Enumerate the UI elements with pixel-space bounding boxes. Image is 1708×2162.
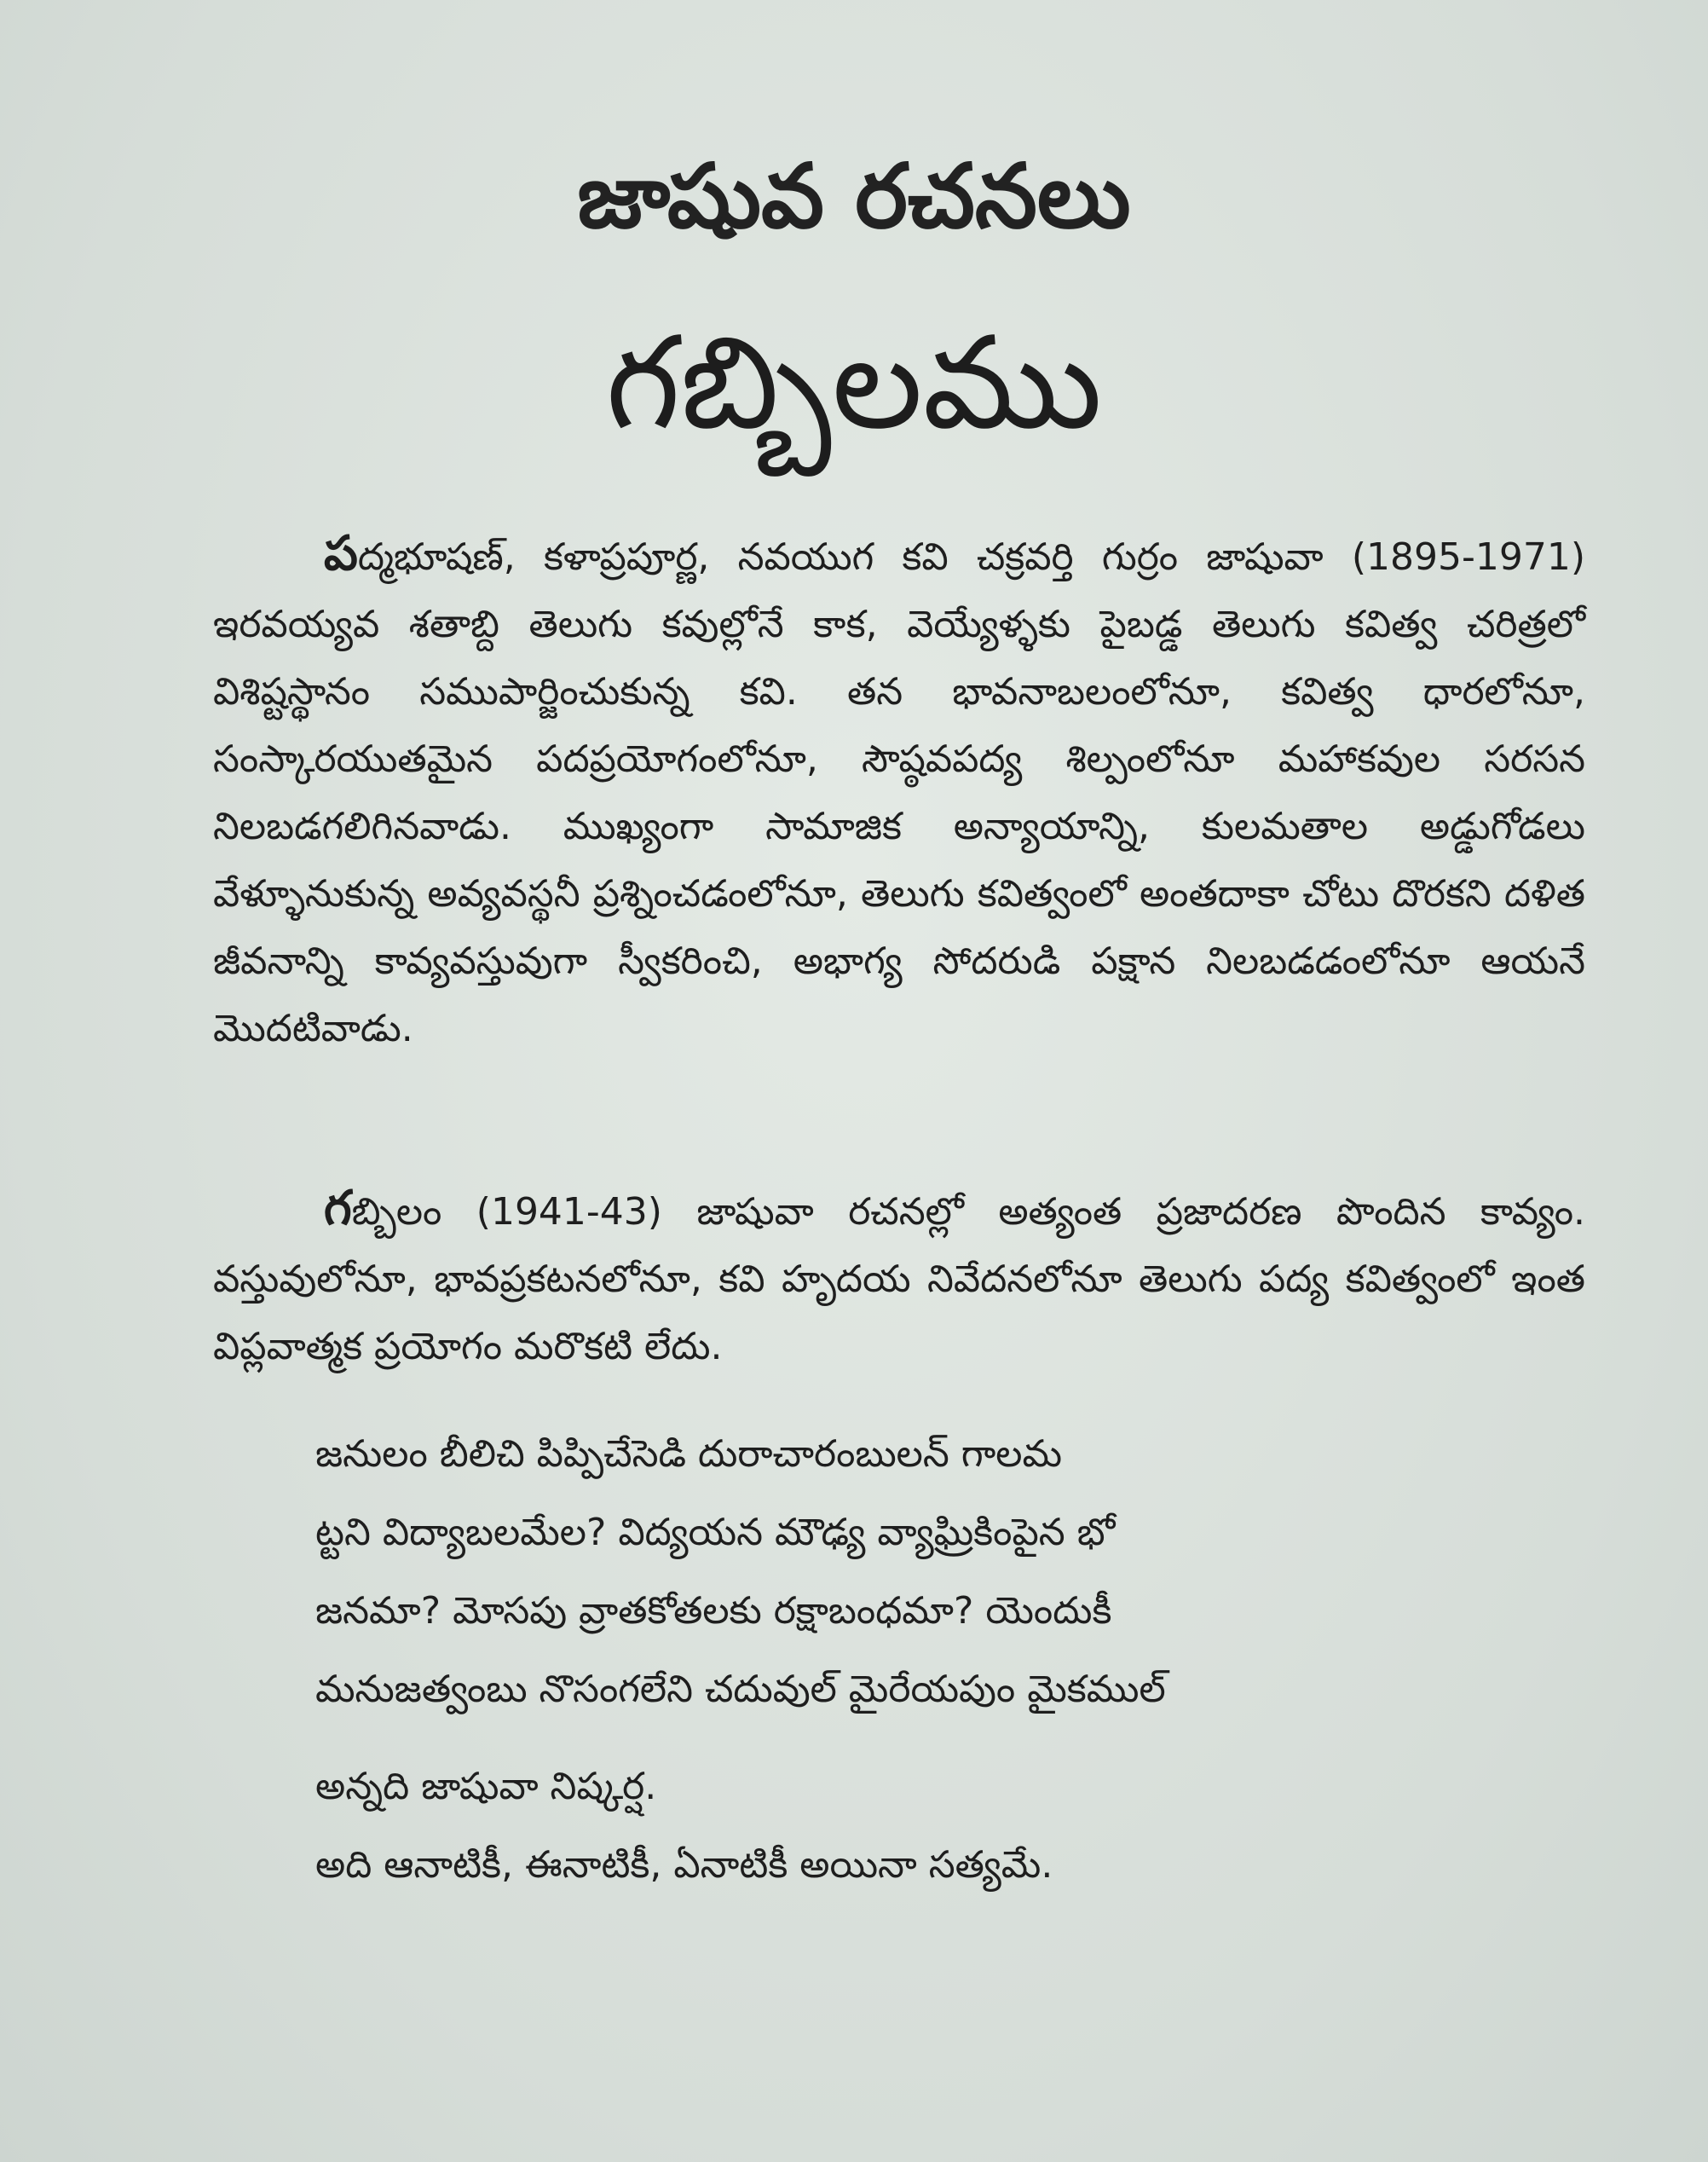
gabbilam-paragraph: [213, 1175, 1585, 1380]
verse-line: జనమా? మోసపు వ్రాతకోతలకు రక్షాబంధమా? యెందుకీ: [315, 1589, 1112, 1633]
intro-paragraph: [213, 520, 1585, 1062]
poem-verse: [315, 1415, 1577, 1729]
book-title: గబ్బిలము: [605, 309, 1103, 458]
intro-drop-letter: ప: [324, 526, 358, 581]
truth-line: అది ఆనాటికీ, ఈనాటికీ, ఏనాటికీ అయినా సత్యమే.: [315, 1843, 1053, 1887]
conclusion-line: అన్నది జాషువా నిష్కర్ష.: [315, 1765, 657, 1808]
verse-line: మనుజత్వంబు నొసంగలేని చదువుల్ మైరేయపుం మైకముల్: [315, 1668, 1166, 1711]
intro-text: ద్మభూషణ్, కళాప్రపూర్ణ, నవయుగ కవి చక్రవర్తి గుర్రం జాషువా (1895-1971) ఇరవయ్యవ శతాబ్ది తెలుగు కవుల్లోనే కాక, వెయ్యేళ్ళకు పైబడ్డ తెలుగు కవిత్వ చరిత్రలో విశిష్టస్థానం సముపార్జించుకున్న కవి. తన భావనాబలంలోనూ, కవిత్వ ధారలోనూ, సంస్కారయుతమైన పదప్రయోగంలోనూ, సౌష్ఠవపద్య శిల్పంలోనూ మహాకవుల సరసన నిలబడగలిగినవాడు. ముఖ్యంగా సామాజిక అన్యాయాన్ని, కులమతాల అడ్డుగోడలు వేళ్ళూనుకున్న అవ్యవస్థనీ ప్రశ్నించడంలోనూ, తెలుగు కవిత్వంలో అంతదాకా చోటు దొరకని దళిత జీవనాన్ని కావ్యవస్తువుగా స్వీకరించి, అభాగ్య సోదరుడి పక్షాన నిలబడడంలోనూ ఆయనే మొదటివాడు.: [213, 535, 1585, 1050]
series-title: జాషువ రచనలు: [577, 144, 1131, 248]
gabbilam-drop-letter: గ: [324, 1181, 352, 1236]
verse-line: జనులం బీలిచి పిప్పిచేసెడి దురాచారంబులన్ గాలమ: [315, 1432, 1063, 1476]
verse-line: ట్టని విద్యాబలమేల? విద్యయన మౌఢ్య వ్యాఘ్రికింపైన భో: [315, 1511, 1116, 1554]
gabbilam-text: బ్బిలం (1941-43) జాషువా రచనల్లో అత్యంత ప్రజాదరణ పొందిన కావ్యం. వస్తువులోనూ, భావప్రకటనలోనూ, కవి హృదయ నివేదనలోనూ తెలుగు పద్య కవిత్వంలో ఇంత విప్లవాత్మక ప్రయోగం మరొకటి లేదు.: [213, 1190, 1585, 1368]
